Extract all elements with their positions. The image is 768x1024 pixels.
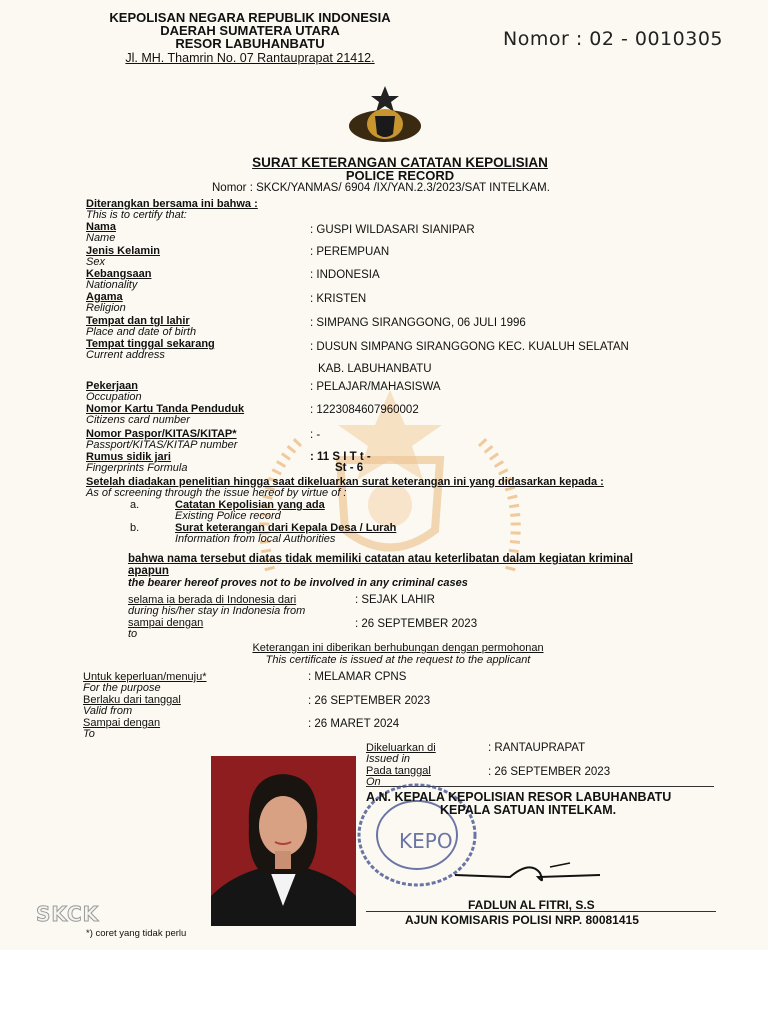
issued-place-label-en: Issued in xyxy=(366,753,411,765)
signatory-line-1: A.N. KEPALA KEPOLISIAN RESOR LABUHANBATU xyxy=(366,790,672,804)
field-label: Pekerjaan xyxy=(86,380,138,392)
police-emblem-icon xyxy=(345,84,425,144)
field-label-en: Fingerprints Formula xyxy=(86,462,188,474)
valid-from-label-en: Valid from xyxy=(83,705,133,717)
statement-text-en: the bearer hereof proves not to be involved in any criminal cases xyxy=(128,577,468,589)
request-text-en: This certificate is issued at the request to the applicant xyxy=(265,654,531,666)
field-value-occupation: : PELAJAR/MAHASISWA xyxy=(310,381,441,393)
stay-label: selama ia berada di Indonesia dari xyxy=(128,594,297,606)
screening-item: Surat keterangan dari Kepala Desa / Lurah xyxy=(175,522,397,534)
field-value-religion: : KRISTEN xyxy=(310,293,367,305)
stay-label-to-en: to xyxy=(128,628,138,640)
field-value-id-card: : 1223084607960002 xyxy=(310,404,419,416)
field-label-en: Nationality xyxy=(86,279,138,291)
header-line-2: DAERAH SUMATERA UTARA xyxy=(160,23,340,38)
field-value-address-2: KAB. LABUHANBATU xyxy=(318,363,432,375)
signature xyxy=(450,855,600,895)
screening-item-letter: b. xyxy=(130,522,140,534)
field-value-address: : DUSUN SIMPANG SIRANGGONG KEC. KUALUH SELATAN xyxy=(310,341,629,353)
valid-to-label: Sampai dengan xyxy=(83,717,161,729)
intro-text-en: This is to certify that: xyxy=(86,209,187,221)
statement-text-2: apapun xyxy=(128,565,169,577)
field-label: Nama xyxy=(86,221,116,233)
stamp-text: KEPO xyxy=(399,829,453,853)
field-label: Tempat tinggal sekarang xyxy=(86,338,215,350)
field-value-birth: : SIMPANG SIRANGGONG, 06 JULI 1996 xyxy=(310,317,526,329)
stay-label-en: during his/her stay in Indonesia from xyxy=(128,605,306,617)
document-serial-number: Nomor : 02 - 0010305 xyxy=(503,28,723,50)
screening-item-letter: a. xyxy=(130,499,140,511)
signatory-name: FADLUN AL FITRI, S.S xyxy=(468,898,595,912)
field-label: Nomor Kartu Tanda Penduduk xyxy=(86,403,245,415)
purpose-label-en: For the purpose xyxy=(83,682,161,694)
screening-item-en: Existing Police record xyxy=(175,510,281,522)
issued-place-label: Dikeluarkan di xyxy=(366,742,436,754)
field-label: Agama xyxy=(86,291,123,303)
field-label: Rumus sidik jari xyxy=(86,451,171,463)
valid-to-label-en: To xyxy=(83,728,95,740)
issued-date-value: : 26 SEPTEMBER 2023 xyxy=(488,766,611,778)
footnote: *) coret yang tidak perlu xyxy=(86,928,187,939)
field-value-fingerprint: : 11 S I T t - xyxy=(310,451,371,463)
issued-place-value: : RANTAUPRAPAT xyxy=(488,742,586,754)
valid-to-value: : 26 MARET 2024 xyxy=(308,718,400,730)
field-label: Nomor Paspor/KITAS/KITAP* xyxy=(86,428,237,440)
field-value-fingerprint-2: St - 6 xyxy=(335,462,364,474)
stay-from-value: : SEJAK LAHIR xyxy=(355,594,435,606)
request-text: Keterangan ini diberikan berhubungan dengan permohonan xyxy=(252,642,544,654)
valid-from-value: : 26 SEPTEMBER 2023 xyxy=(308,695,431,707)
issued-date-label: Pada tanggal xyxy=(366,765,431,777)
screening-text: Setelah diadakan penelitian hingga saat dikeluarkan surat keterangan ini yang didasarkan kepada : xyxy=(86,476,604,488)
field-label-en: Name xyxy=(86,232,116,244)
issued-date-label-en: On xyxy=(366,776,381,788)
header-line-3: RESOR LABUHANBATU xyxy=(175,36,325,51)
statement-text: bahwa nama tersebut diatas tidak memiliki catatan atau keterlibatan dalam kegiatan kriminal xyxy=(128,553,633,565)
intro-text: Diterangkan bersama ini bahwa : xyxy=(86,198,258,210)
document-title: SURAT KETERANGAN CATATAN KEPOLISIAN xyxy=(252,155,548,170)
field-label-en: Sex xyxy=(86,256,105,268)
screening-item: Catatan Kepolisian yang ada xyxy=(175,499,325,511)
field-label: Jenis Kelamin xyxy=(86,245,160,257)
purpose-value: : MELAMAR CPNS xyxy=(308,671,407,683)
signatory-line-2: KEPALA SATUAN INTELKAM. xyxy=(440,803,617,817)
field-value-sex: : PEREMPUAN xyxy=(310,246,390,258)
field-label-en: Citizens card number xyxy=(86,414,190,426)
document-number: Nomor : SKCK/YANMAS/ 6904 /IX/YAN.2.3/2023/SAT INTELKAM. xyxy=(212,182,550,194)
applicant-photo xyxy=(211,756,356,926)
field-value-nationality: : INDONESIA xyxy=(310,269,380,281)
divider xyxy=(366,911,716,912)
stay-to-value: : 26 SEPTEMBER 2023 xyxy=(355,618,478,630)
field-value-name: : GUSPI WILDASARI SIANIPAR xyxy=(310,224,475,236)
field-label: Tempat dan tgl lahir xyxy=(86,315,190,327)
field-label-en: Religion xyxy=(86,302,126,314)
field-label-en: Occupation xyxy=(86,391,142,403)
stay-label-to: sampai dengan xyxy=(128,617,204,629)
skck-logo: SKCK xyxy=(36,902,100,926)
screening-item-en: Information from local Authorities xyxy=(175,533,336,545)
signatory-rank: AJUN KOMISARIS POLISI NRP. 80081415 xyxy=(405,913,639,927)
field-label-en: Passport/KITAS/KITAP number xyxy=(86,439,238,451)
header-line-1: KEPOLISAN NEGARA REPUBLIK INDONESIA xyxy=(109,10,391,25)
field-label-en: Place and date of birth xyxy=(86,326,197,338)
field-label-en: Current address xyxy=(86,349,165,361)
field-value-passport: : - xyxy=(310,429,321,441)
screening-text-en: As of screening through the issue hereof by virtue of : xyxy=(86,487,347,499)
field-label: Kebangsaan xyxy=(86,268,152,280)
document-subtitle: POLICE RECORD xyxy=(345,168,455,183)
purpose-label: Untuk keperluan/menuju* xyxy=(83,671,207,683)
header-address: Jl. MH. Thamrin No. 07 Rantauprapat 21412. xyxy=(125,51,375,65)
valid-from-label: Berlaku dari tanggal xyxy=(83,694,181,706)
